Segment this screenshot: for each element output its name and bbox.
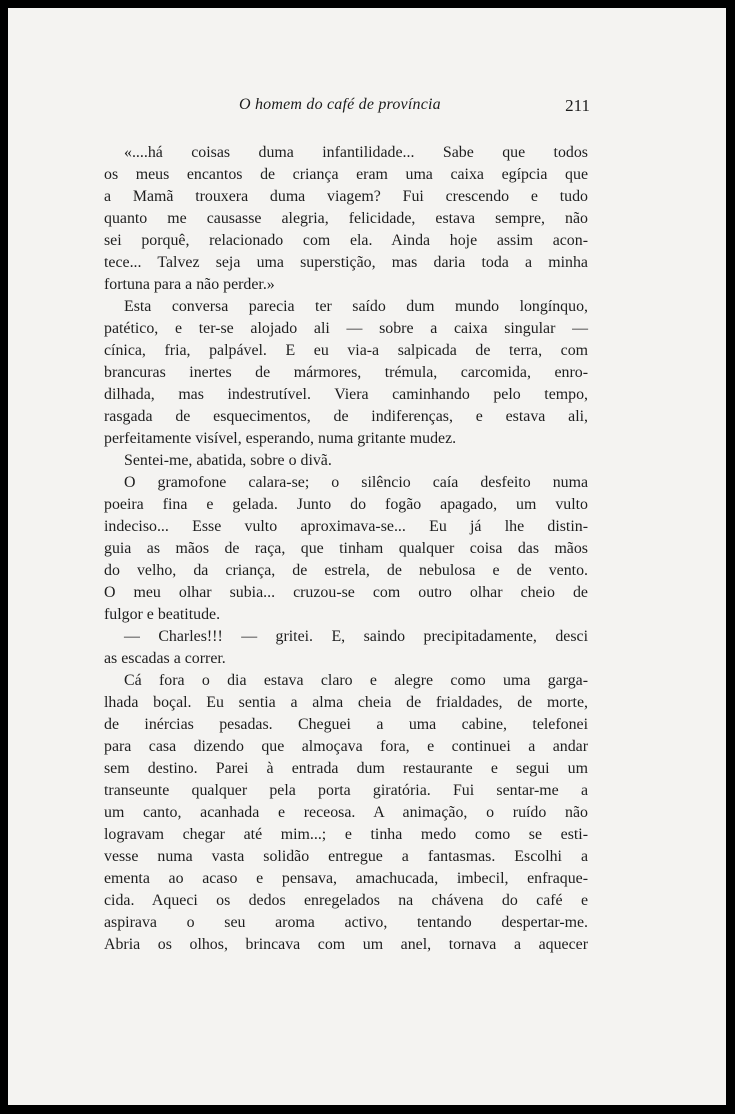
- text-line: lhada boçal. Eu sentia a alma cheia de frialdades, de morte,: [104, 694, 588, 711]
- page-number: 211: [565, 96, 590, 115]
- text-line: «....há coisas duma infantilidade... Sabe que todos: [124, 144, 588, 161]
- text-line: de inércias pesadas. Cheguei a uma cabine, telefonei: [104, 716, 588, 733]
- text-line: cínica, fria, palpável. E eu via-a salpicada de terra, com: [104, 342, 588, 359]
- text-line: poeira fina e gelada. Junto do fogão apagado, um vulto: [104, 496, 588, 513]
- text-line: a Mamã trouxera duma viagem? Fui crescendo e tudo: [104, 188, 588, 205]
- body-text: [104, 142, 588, 956]
- text-line: do velho, da criança, de estrela, de nebulosa e de vento.: [104, 562, 588, 579]
- text-line: cida. Aqueci os dedos enregelados na chávena do café e: [104, 892, 588, 909]
- text-line: vesse numa vasta solidão entregue a fantasmas. Escolhi a: [104, 848, 588, 865]
- text-line: fortuna para a não perder.»: [104, 276, 275, 293]
- text-line: Abria os olhos, brincava com um anel, tornava a aquecer: [104, 936, 588, 953]
- text-line: Esta conversa parecia ter saído dum mundo longínquo,: [124, 298, 588, 315]
- book-page: [8, 8, 726, 1105]
- text-line: patético, e ter-se alojado ali — sobre a caixa singular —: [104, 320, 588, 337]
- text-line: O meu olhar subia... cruzou-se com outro olhar cheio de: [104, 584, 588, 601]
- text-line: os meus encantos de criança eram uma caixa egípcia que: [104, 166, 588, 183]
- text-line: logravam chegar até mim...; e tinha medo como se esti-: [104, 826, 588, 843]
- text-line: quanto me causasse alegria, felicidade, estava sempre, não: [104, 210, 588, 227]
- text-line: Sentei-me, abatida, sobre o divã.: [124, 452, 332, 469]
- text-line: indeciso... Esse vulto aproximava-se... Eu já lhe distin-: [104, 518, 588, 535]
- text-line: sei porquê, relacionado com ela. Ainda hoje assim acon-: [104, 232, 588, 249]
- text-line: dilhada, mas indestrutível. Viera caminhando pelo tempo,: [104, 386, 588, 403]
- text-line: Cá fora o dia estava claro e alegre como uma garga-: [124, 672, 588, 689]
- text-line: O gramofone calara-se; o silêncio caía desfeito numa: [124, 474, 588, 491]
- page-header: [104, 96, 590, 120]
- text-line: fulgor e beatitude.: [104, 606, 221, 623]
- text-line: transeunte qualquer pela porta giratória. Fui sentar-me a: [104, 782, 588, 799]
- text-line: para casa dizendo que almoçava fora, e continuei a andar: [104, 738, 588, 755]
- text-line: aspirava o seu aroma activo, tentando despertar-me.: [104, 914, 588, 931]
- text-line: sem destino. Parei à entrada dum restaurante e segui um: [104, 760, 588, 777]
- text-line: ementa ao acaso e pensava, amachucada, imbecil, enfraque-: [104, 870, 588, 887]
- text-line: rasgada de esquecimentos, de indiferenças, e estava ali,: [104, 408, 588, 425]
- text-line: um canto, acanhada e receosa. A animação, o ruído não: [104, 804, 588, 821]
- text-line: tece... Talvez seja uma superstição, mas daria toda a minha: [104, 254, 588, 271]
- text-line: — Charles!!! — gritei. E, saindo precipitadamente, desci: [124, 628, 588, 645]
- text-line: as escadas a correr.: [104, 650, 226, 667]
- running-title: O homem do café de província: [239, 96, 441, 113]
- text-line: perfeitamente visível, esperando, numa gritante mudez.: [104, 430, 457, 447]
- text-line: guia as mãos de raça, que tinham qualquer coisa das mãos: [104, 540, 588, 557]
- text-line: brancuras inertes de mármores, trémula, carcomida, enro-: [104, 364, 588, 381]
